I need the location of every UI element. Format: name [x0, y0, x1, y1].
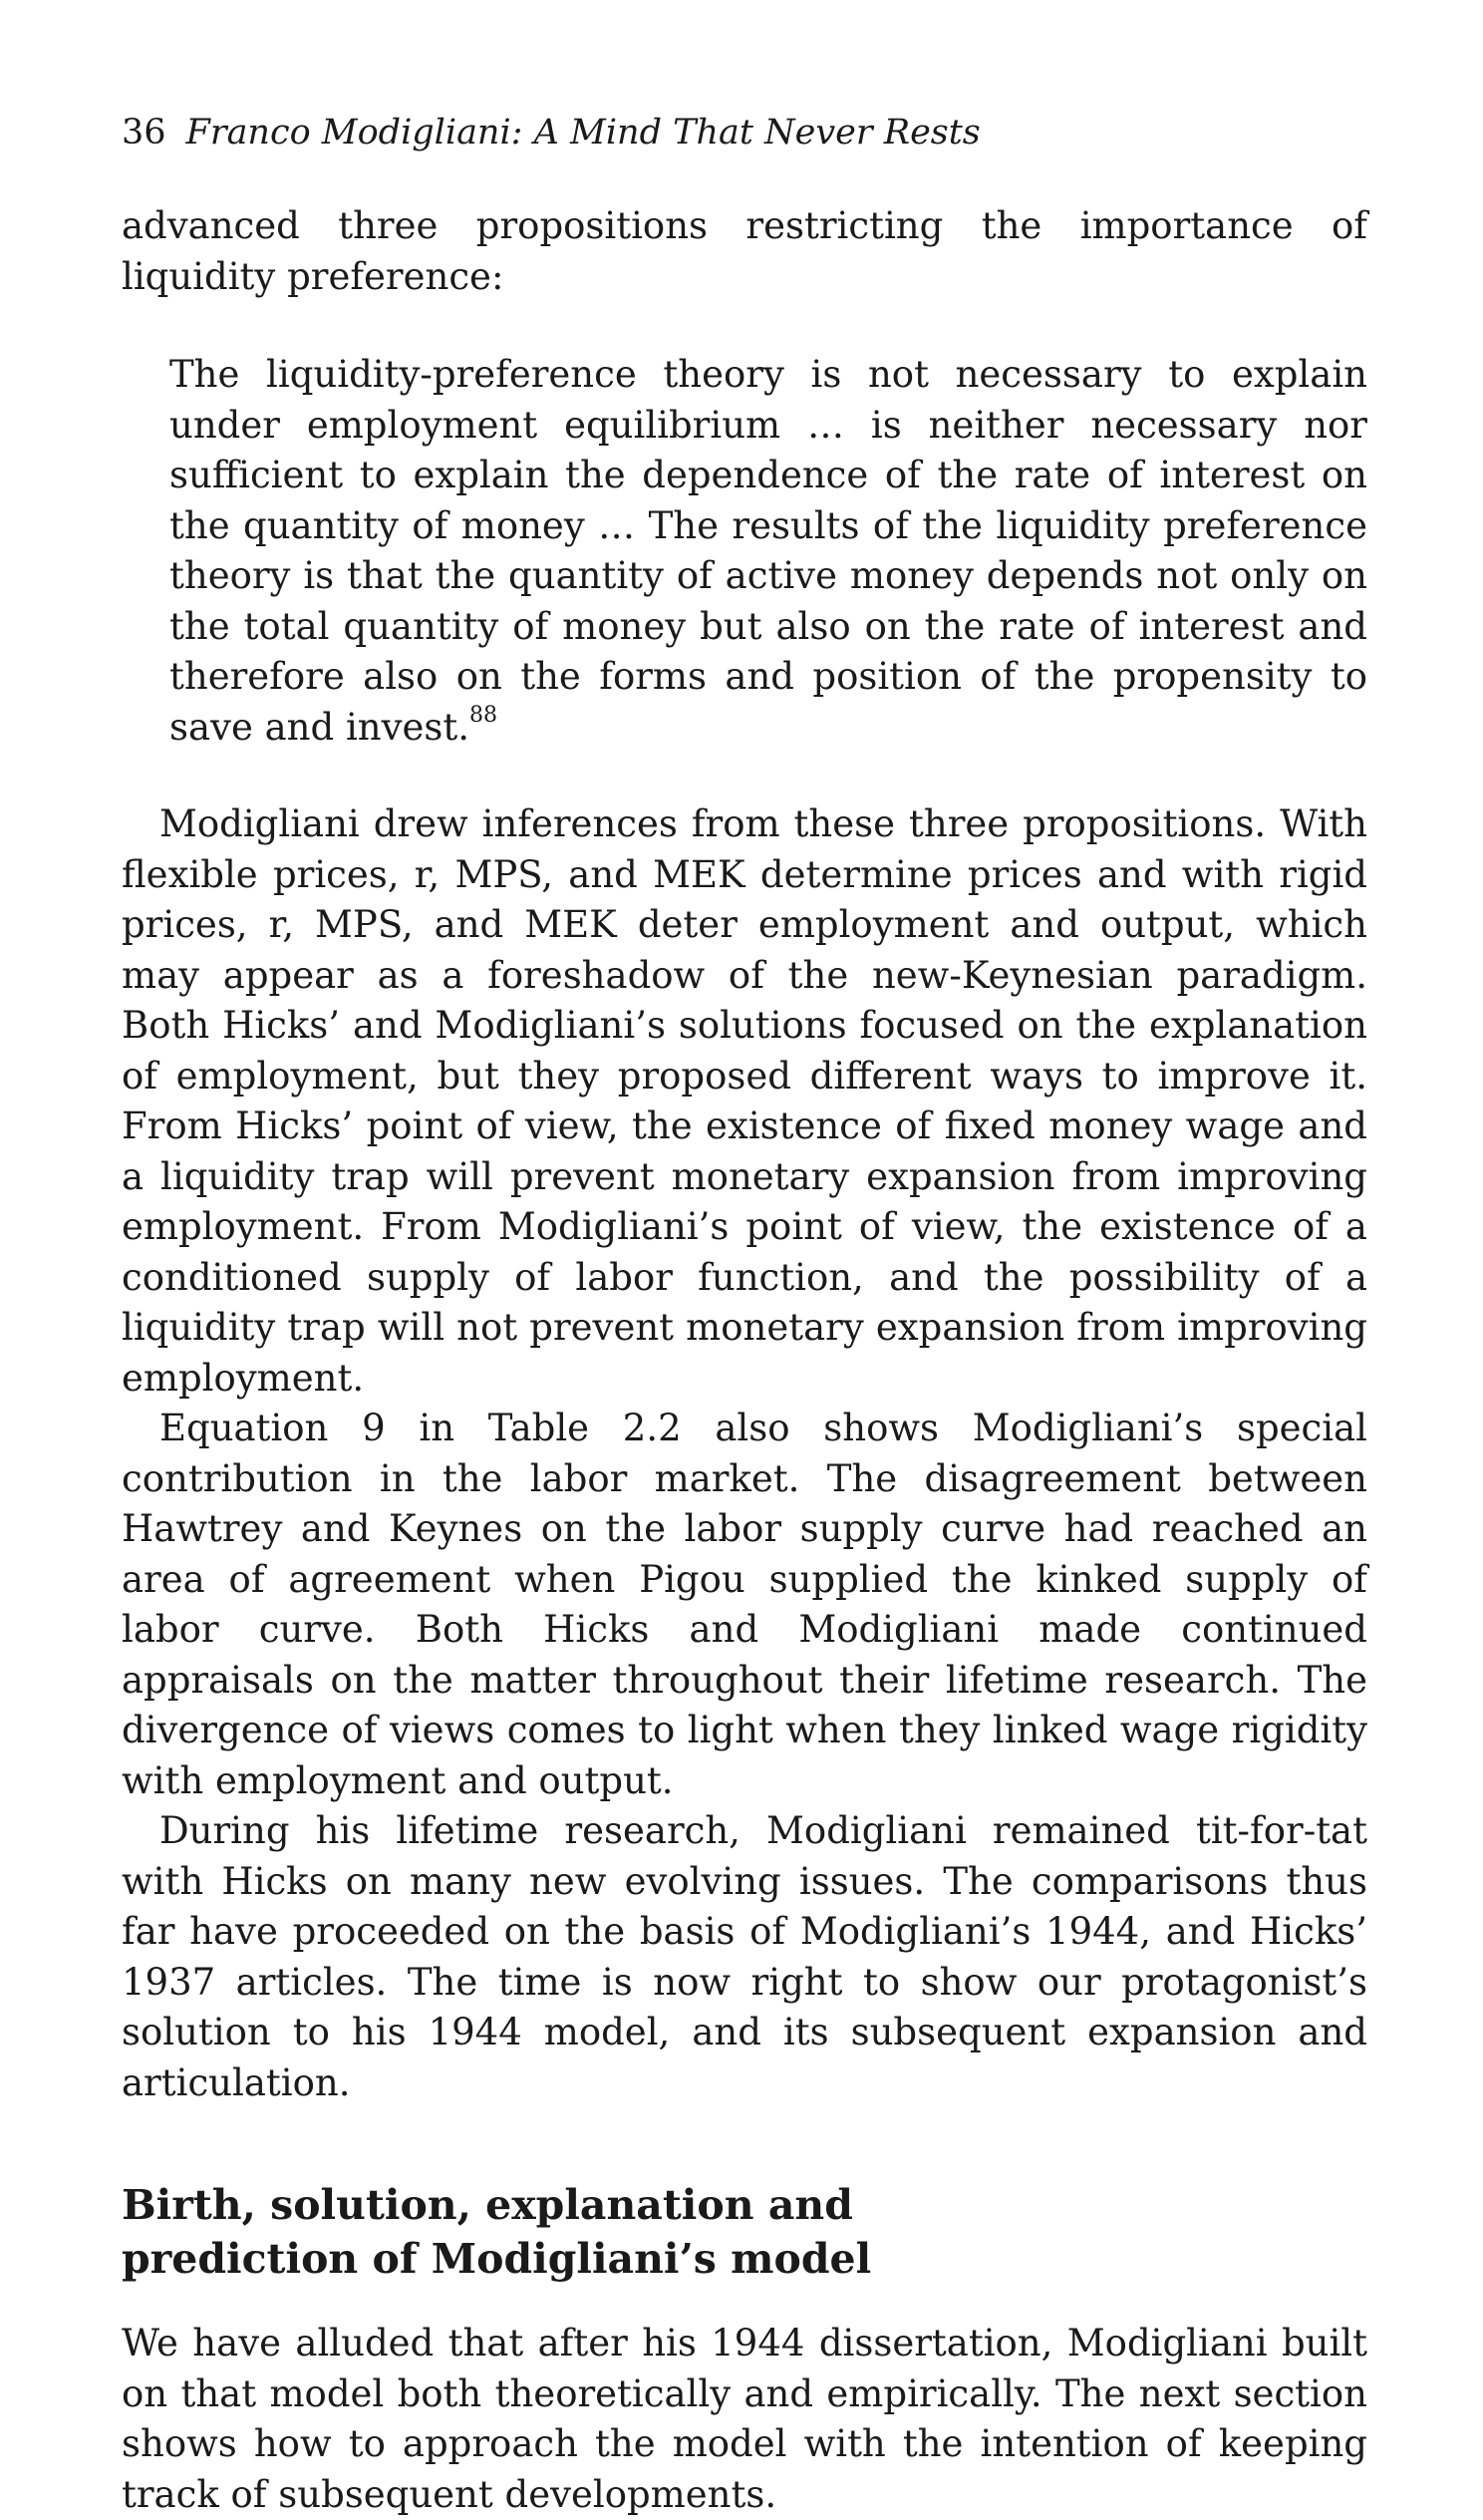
section-heading: Birth, solution, explanation and prediction of Modigliani’s model [122, 2181, 872, 2283]
intro-paragraph: advanced three propositions restricting the importance of liquidity preference: [122, 204, 1367, 298]
body-paragraph-1: Modigliani drew inferences from these three propositions. With flexible prices, r, MPS, and MEK determine prices and with rigid prices, r, MPS, and MEK deter employment and output, which may appear as a foreshadow of the new-Keynesian paradigm. Both Hicks’ and Modigliani’s solutions focused on the explanation of employment, but they proposed different ways to improve it. From Hicks’ point of view, the existence of fixed money wage and a liquidity trap will prevent monetary expansion from improving employment. From Modigliani’s point of view, the existence of a conditioned supply of labor function, and the possibility of a liquidity trap will not prevent monetary expansion from improving employment. [122, 802, 1367, 1400]
book-title: Franco Modigliani: A Mind That Never Rests [185, 113, 981, 153]
quote-paragraph [169, 350, 1367, 753]
footnote-reference: 88 [469, 702, 498, 728]
book-page [122, 106, 1367, 2520]
page-number: 36 [122, 113, 166, 153]
body-paragraph-2: Equation 9 in Table 2.2 also shows Modigliani’s special contribution in the labor market. The disagreement between Hawtrey and Keynes on the labor supply curve had reached an area of agreement when Pigou supplied the kinked supply of labor curve. Both Hicks and Modigliani made continued appraisals on the matter throughout their lifetime research. The divergence of views comes to light when they linked wage rigidity with employment and output. [122, 1407, 1367, 1802]
section-paragraph: We have alluded that after his 1944 dissertation, Modigliani built on that model both theoretically and empirically. The next section shows how to approach the model with the intention of keeping track of subsequent developments. [122, 2322, 1367, 2516]
block-quote [169, 350, 1367, 753]
running-head [122, 106, 1367, 159]
quote-text: The liquidity-preference theory is not necessary to explain under employment equilibrium … is neither necessary nor sufficient to explain the dependence of the rate of interest on the quantity of money … The results of the liquidity preference theory is that the quantity of active money depends not only on the total quantity of money but also on the rate of interest and therefore also on the forms and position of the propensity to save and invest. [169, 353, 1367, 749]
body-paragraph-3: During his lifetime research, Modigliani remained tit-for-tat with Hicks on many new evolving issues. The comparisons thus far have proceeded on the basis of Modigliani’s 1944, and Hicks’ 1937 articles. The time is now right to show our protagonist’s solution to his 1944 model, and its subsequent expansion and articulation. [122, 1809, 1367, 2104]
